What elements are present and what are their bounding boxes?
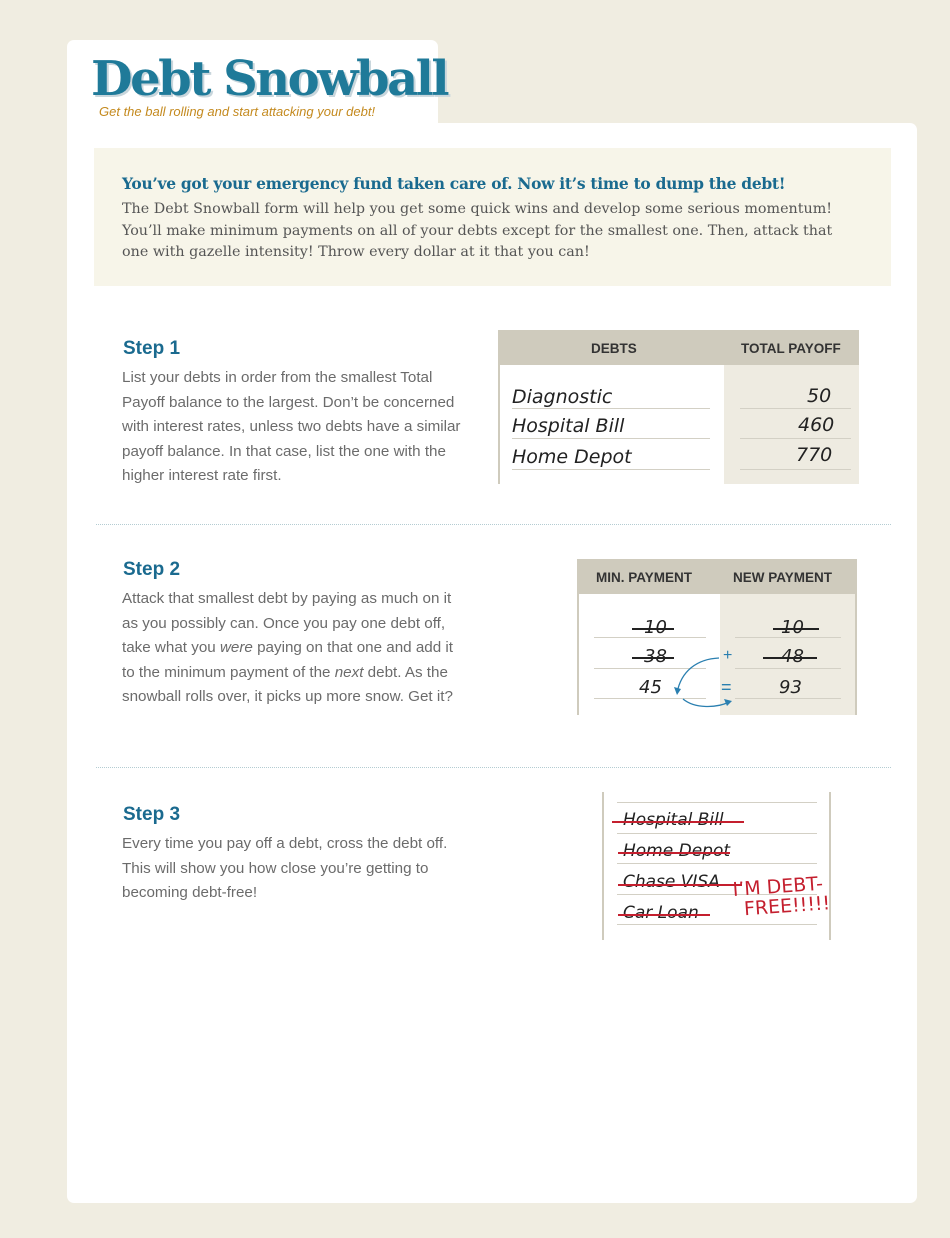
step1-title: Step 1 (123, 338, 181, 359)
paid-off-list (602, 792, 831, 940)
debt-name: Home Depot (512, 446, 632, 468)
step2-text-b: paying on that one and add it to the minimum payment of the (122, 639, 453, 681)
row-line (617, 802, 817, 803)
debts-table-header (498, 330, 859, 365)
payments-table (577, 559, 857, 715)
page-title: Debt Snowball (91, 51, 448, 107)
row-line (617, 924, 817, 925)
row-line (740, 408, 851, 409)
step2-emphasis-were: were (219, 639, 253, 656)
col-debts: DEBTS (591, 341, 637, 356)
divider (96, 767, 891, 768)
min-payment-value: 45 (639, 677, 662, 698)
new-payment-value: 10 (781, 617, 804, 638)
intro-box (94, 148, 891, 286)
row-line (512, 469, 710, 470)
col-new-payment: NEW PAYMENT (733, 570, 833, 585)
new-payment-value: 48 (781, 646, 804, 667)
debt-free-note-line1: I’M DEBT- (731, 872, 824, 901)
intro-body: The Debt Snowball form will help you get some quick wins and develop some serious momentum! You’ll make minimum payments on all of your debts except for the smallest one. Then, attack that one with gazelle intensity! Throw every dollar at it that you can! (122, 201, 833, 260)
arrows-icon (577, 559, 857, 715)
equals-sign: = (721, 677, 732, 697)
payoff-value: 460 (798, 414, 835, 436)
payoff-value: 770 (796, 444, 833, 466)
step3-text: Every time you pay off a debt, cross the debt off. This will show you how close you’re getting to becoming debt-free! (122, 835, 448, 901)
plus-sign: + (723, 647, 733, 664)
page-subtitle: Get the ball rolling and start attacking your debt! (99, 104, 376, 119)
paid-debt: Car Loan (623, 903, 699, 923)
strikethrough (618, 852, 730, 854)
step2-title: Step 2 (123, 559, 181, 580)
divider (96, 524, 891, 525)
debt-free-note (732, 873, 831, 920)
row-line (740, 469, 851, 470)
debt-name: Hospital Bill (512, 415, 625, 437)
row-line (512, 438, 710, 439)
debt-name: Diagnostic (512, 386, 613, 408)
step2-text-c: debt. As the snowball rolls over, it picks up more snow. Get it? (122, 663, 453, 705)
debts-table (498, 330, 859, 484)
step3-title: Step 3 (123, 804, 181, 825)
strikethrough (618, 914, 710, 916)
min-payment-value: 38 (644, 646, 667, 667)
paid-debt: Chase VISA (623, 872, 720, 892)
paid-debt: Hospital Bill (623, 810, 724, 830)
col-min-payment: MIN. PAYMENT (596, 570, 693, 585)
payoff-value: 50 (807, 385, 832, 407)
row-line (617, 833, 817, 834)
step2-text (122, 587, 467, 710)
row-line (512, 408, 710, 409)
debt-free-note-line2: FREE!!!!! (743, 892, 831, 921)
strikethrough (612, 821, 744, 823)
step2-emphasis-next: next (334, 663, 364, 681)
new-payment-value: 93 (779, 677, 802, 698)
paid-debt: Home Depot (623, 841, 731, 861)
row-line (740, 438, 851, 439)
strikethrough (618, 884, 742, 886)
col-total-payoff: TOTAL PAYOFF (741, 341, 841, 356)
min-payment-value: 10 (644, 617, 667, 638)
payoff-column (724, 365, 859, 484)
step1-text: List your debts in order from the smallest Total Payoff balance to the largest. Don’t be concerned with interest rates, unless two debts have a similar payoff balance. In that case, list the one with the higher interest rate first. (122, 369, 461, 484)
intro-heading: You’ve got your emergency fund taken care of. Now it’s time to dump the debt! (122, 174, 786, 193)
step2-text-a: Attack that smallest debt by paying as much on it as you possibly can. Once you pay one debt off, take what you (122, 590, 452, 656)
row-line (617, 863, 817, 864)
